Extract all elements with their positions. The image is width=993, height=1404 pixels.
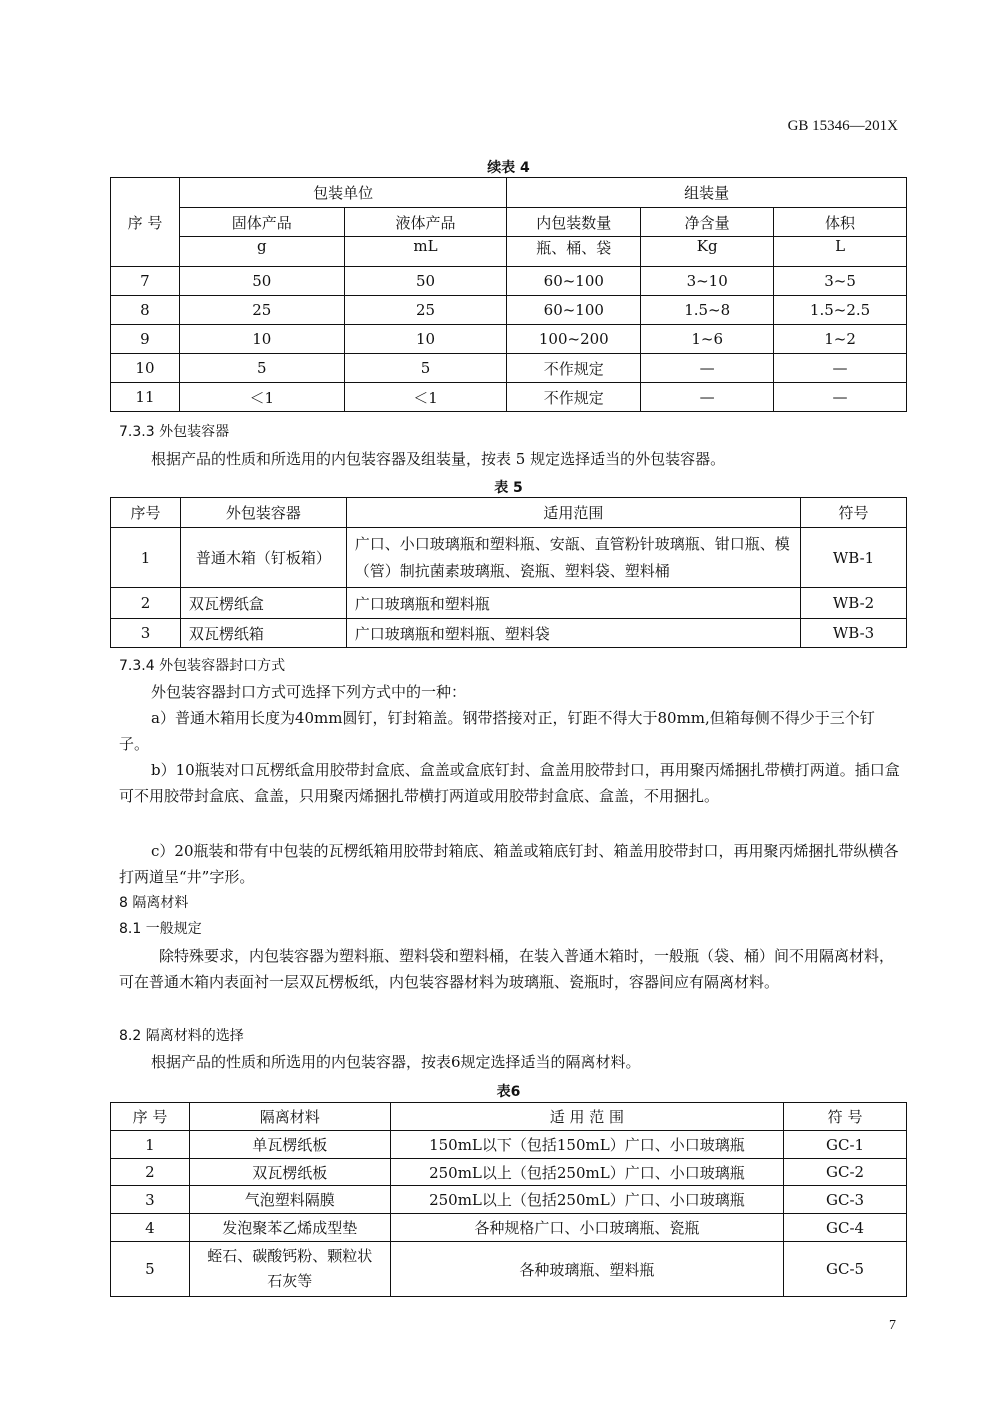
table6-header-code: 符 号 <box>784 1103 907 1131</box>
table-row <box>111 1159 907 1186</box>
table4 <box>110 177 907 412</box>
table4-cell: 5 <box>179 354 344 383</box>
table6-cell-scope: 各种玻璃瓶、塑料瓶 <box>390 1242 783 1297</box>
table5-cell-container: 双瓦楞纸盒 <box>180 588 346 619</box>
table5-cell-code: WB-2 <box>801 588 907 619</box>
table4-cell: 8 <box>111 296 180 325</box>
table5-caption: 表 5 <box>494 480 523 496</box>
table4-caption: 续表 4 <box>487 160 530 176</box>
table-row <box>111 1242 907 1297</box>
table6-cell-material: 发泡聚苯乙烯成型垫 <box>189 1214 390 1242</box>
table6-header-scope: 适 用 范 围 <box>390 1103 783 1131</box>
section-7-3-3-paragraph: 根据产品的性质和所选用的内包装容器及组装量，按表 5 规定选择适当的外包装容器。 <box>151 450 726 468</box>
table5-cell-seq: 3 <box>111 619 181 648</box>
table6-cell-seq: 1 <box>111 1131 190 1159</box>
table4-cell: ＜1 <box>179 383 344 412</box>
section-8-2-heading: 8.2 隔离材料的选择 <box>119 1028 244 1044</box>
table4-cell: 5 <box>344 354 507 383</box>
table4-unit-volume: L <box>774 237 907 267</box>
table6-cell-seq: 4 <box>111 1214 190 1242</box>
table4-cell: 1.5~2.5 <box>774 296 907 325</box>
table5-cell-code: WB-1 <box>801 528 907 588</box>
table4-cell: 10 <box>179 325 344 354</box>
table5-cell-container: 双瓦楞纸箱 <box>180 619 346 648</box>
table-row <box>111 267 907 296</box>
table4-cell: — <box>641 354 774 383</box>
table4-unit-net: Kg <box>641 237 774 267</box>
table6-cell-code: GC-1 <box>784 1131 907 1159</box>
table6-cell-code: GC-3 <box>784 1186 907 1214</box>
table-row <box>111 528 907 588</box>
table4-cell: 50 <box>344 267 507 296</box>
table6-cell-seq: 5 <box>111 1242 190 1297</box>
table4-header-liquid: 液体产品 <box>344 208 507 237</box>
table6-cell-material: 蛭石、碳酸钙粉、颗粒状石灰等 <box>189 1242 390 1297</box>
table6-cell-material: 双瓦楞纸板 <box>189 1159 390 1186</box>
table4-cell: 1~2 <box>774 325 907 354</box>
table6-caption: 表6 <box>496 1084 521 1100</box>
table4-cell: 1~6 <box>641 325 774 354</box>
table4-cell: 11 <box>111 383 180 412</box>
section-7-3-4-item-a: a）普通木箱用长度为40mm圆钉，钉封箱盖。钢带搭接对正，钉距不得大于80mm,但箱每侧不得少于三个钉子。 <box>119 709 875 753</box>
table6-cell-material: 单瓦楞纸板 <box>189 1131 390 1159</box>
table6-cell-scope: 各种规格广口、小口玻璃瓶、瓷瓶 <box>390 1214 783 1242</box>
table5-header-code: 符号 <box>801 498 907 528</box>
table4-header-assembly: 组装量 <box>507 178 907 208</box>
table4-cell: 不作规定 <box>507 383 641 412</box>
table4-unit-inner: 瓶、桶、袋 <box>507 237 641 267</box>
table5-cell-seq: 2 <box>111 588 181 619</box>
table6-cell-scope: 150mL以下（包括150mL）广口、小口玻璃瓶 <box>390 1131 783 1159</box>
table4-header-net: 净含量 <box>641 208 774 237</box>
table6-cell-scope: 250mL以上（包括250mL）广口、小口玻璃瓶 <box>390 1186 783 1214</box>
table6 <box>110 1102 907 1297</box>
table5-header-seq: 序号 <box>111 498 181 528</box>
table4-cell: 7 <box>111 267 180 296</box>
table-row <box>111 1186 907 1214</box>
table4-unit-solid: g <box>179 237 344 267</box>
section-7-3-4-item-c: c）20瓶装和带有中包装的瓦楞纸箱用胶带封箱底、箱盖或箱底钉封、箱盖用胶带封口，再用聚丙烯捆扎带纵横各打两道呈“井”字形。 <box>119 842 899 886</box>
table-row <box>111 1131 907 1159</box>
table4-cell: 60~100 <box>507 296 641 325</box>
table-row <box>111 296 907 325</box>
standard-number: GB 15346—201X <box>787 118 898 134</box>
section-7-3-4-heading: 7.3.4 外包装容器封口方式 <box>119 658 286 674</box>
table5-cell-container: 普通木箱（钉板箱） <box>180 528 346 588</box>
section-8-2-paragraph: 根据产品的性质和所选用的内包装容器，按表6规定选择适当的隔离材料。 <box>151 1053 641 1071</box>
table5-cell-scope: 广口、小口玻璃瓶和塑料瓶、安瓿、直管粉针玻璃瓶、钳口瓶、模（管）制抗菌素玻璃瓶、瓷瓶、塑料袋、塑料桶 <box>346 528 800 588</box>
section-7-3-4-intro: 外包装容器封口方式可选择下列方式中的一种： <box>151 683 467 701</box>
table4-cell: 9 <box>111 325 180 354</box>
table5-cell-scope: 广口玻璃瓶和塑料瓶 <box>346 588 800 619</box>
table-row <box>111 1214 907 1242</box>
table4-header-inner-qty: 内包装数量 <box>507 208 641 237</box>
table4-header-solid: 固体产品 <box>179 208 344 237</box>
table4-cell: 60~100 <box>507 267 641 296</box>
table6-cell-seq: 3 <box>111 1186 190 1214</box>
table6-cell-code: GC-2 <box>784 1159 907 1186</box>
table4-cell: 25 <box>179 296 344 325</box>
table4-cell: 50 <box>179 267 344 296</box>
table4-unit-liquid: mL <box>344 237 507 267</box>
table4-cell: 10 <box>344 325 507 354</box>
table5-cell-code: WB-3 <box>801 619 907 648</box>
section-8-1-paragraph: 除特殊要求，内包装容器为塑料瓶、塑料袋和塑料桶，在装入普通木箱时，一般瓶（袋、桶）间不用隔离材料，可在普通木箱内表面衬一层双瓦楞板纸，内包装容器材料为玻璃瓶、瓷瓶时，容器间应有隔离材料。 <box>119 947 895 991</box>
table6-cell-material: 气泡塑料隔膜 <box>189 1186 390 1214</box>
section-8-1-heading: 8.1 一般规定 <box>119 921 202 937</box>
page-number: 7 <box>889 1318 896 1333</box>
table4-cell: 1.5~8 <box>641 296 774 325</box>
table5-header-scope: 适用范围 <box>346 498 800 528</box>
table6-header-material: 隔离材料 <box>189 1103 390 1131</box>
table4-cell: 3~10 <box>641 267 774 296</box>
table4-header-volume: 体积 <box>774 208 907 237</box>
table-row <box>111 588 907 619</box>
table-row <box>111 354 907 383</box>
table-row <box>111 619 907 648</box>
table4-cell: — <box>641 383 774 412</box>
table4-cell: 不作规定 <box>507 354 641 383</box>
table5 <box>110 497 907 648</box>
table-row <box>111 325 907 354</box>
table-row <box>111 383 907 412</box>
table4-header-seq: 序 号 <box>111 178 180 267</box>
table6-cell-code: GC-4 <box>784 1214 907 1242</box>
section-7-3-4-item-b: b）10瓶装对口瓦楞纸盒用胶带封盒底、盒盖或盒底钉封、盒盖用胶带封口，再用聚丙烯捆扎带横打两道。插口盒可不用胶带封盒底、盒盖，只用聚丙烯捆扎带横打两道或用胶带封盒底、盒盖，不用捆扎。 <box>119 761 900 805</box>
table6-cell-code: GC-5 <box>784 1242 907 1297</box>
table5-cell-seq: 1 <box>111 528 181 588</box>
table4-cell: 100~200 <box>507 325 641 354</box>
table4-cell: 10 <box>111 354 180 383</box>
table4-cell: — <box>774 354 907 383</box>
table4-cell: — <box>774 383 907 412</box>
table4-cell: 3~5 <box>774 267 907 296</box>
table4-header-pack-unit: 包装单位 <box>179 178 506 208</box>
section-7-3-3-heading: 7.3.3 外包装容器 <box>119 424 230 440</box>
table4-cell: 25 <box>344 296 507 325</box>
table5-header-container: 外包装容器 <box>180 498 346 528</box>
section-8-heading: 8 隔离材料 <box>119 895 189 911</box>
table6-cell-seq: 2 <box>111 1159 190 1186</box>
table6-cell-scope: 250mL以上（包括250mL）广口、小口玻璃瓶 <box>390 1159 783 1186</box>
table4-cell: ＜1 <box>344 383 507 412</box>
table6-header-seq: 序 号 <box>111 1103 190 1131</box>
table5-cell-scope: 广口玻璃瓶和塑料瓶、塑料袋 <box>346 619 800 648</box>
